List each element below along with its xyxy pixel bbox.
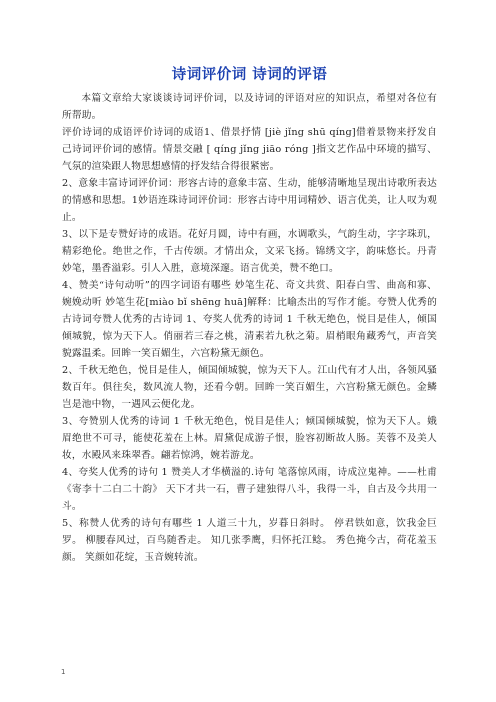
paragraph: 4、夸奖人优秀的诗句 1 赞美人才华横溢的.诗句 笔落惊风雨，诗成泣鬼神。——杜甫《寄李十二白二十韵》 天下才共一石，曹子建独得八斗，我得一斗，自古及今共用一斗。 [62, 467, 437, 512]
paragraph: 2、千秋无绝色，悦目是佳人，倾国倾城貌，惊为天下人。江山代有才人出，各领风骚数百年。俱往矣，数风流人物，还看今朝。回眸一笑百媚生，六宫粉黛无颜色。金鳞岂是池中物，一遇风云便化龙。 [62, 365, 437, 410]
paragraph-intro: 本篇文章给大家谈谈诗词评价词，以及诗词的评语对应的知识点，希望对各位有所帮助。 [62, 93, 437, 121]
paragraph: 4、赞美“诗句动听”的四字词语有哪些 妙笔生花、奇文共赏、阳春白雪、曲高和寡、婉娩动听 妙笔生花[miào bǐ shēng huā]解释：比喻杰出的写作才能。夸赞人优秀的古诗词夸赞人优秀的古诗词 1、夸奖人优秀的诗词 1 千秋无绝色，悦目是佳人，倾国倾城貌，惊为天下人。俏丽若三春之桃，清素若九秋之菊。眉梢眼角藏秀气，声音笑貌露温柔。回眸一笑百媚生，六宫粉黛无颜色。 [62, 280, 437, 359]
paragraph: 评价诗词的成语评价诗词的成语1、借景抒情 [jiè jǐng shū qíng]借着景物来抒发自己诗词评价词的感情。情景交融 [ qíng jǐng jiāo róng ]指文艺作品中环境的描写、气氛的渲染跟人物思想感情的抒发结合得很紧密。 [62, 127, 437, 172]
document-title: 诗词评价词 诗词的评语 [171, 67, 328, 83]
paragraph: 3、以下是专赞好诗的成语。花好月圆，诗中有画，水调歌头，气韵生动，字字珠玑，精彩绝伦。绝世之作，千古传颂。才情出众，文采飞扬。锦绣文字，韵味悠长。丹青妙笔，墨香溢彩。引人入胜，意境深邃。语言优美，赞不绝口。 [62, 229, 437, 274]
document-body [62, 90, 437, 566]
paragraph: 5、称赞人优秀的诗句有哪些 1 人道三十九，岁暮日斜时。 停君铁如意，饮我金巨罗。 柳腰春风过，百鸟随香走。 知几张季鹰，归怀托江鲶。 秀色掩今古，荷花羞玉颜。 笑颜如花绽，玉音婉转流。 [62, 518, 437, 563]
paragraph: 3、夸赞别人优秀的诗词 1 千秋无绝色，悦目是佳人；倾国倾城貌，惊为天下人。娥眉绝世不可寻，能使花羞在上林。眉黛促成游子恨，脸容初断故人肠。芙蓉不及美人妆，水殿风来珠翠香。翩若惊鸿，婉若游龙。 [62, 416, 437, 461]
page-number: 1 [61, 668, 66, 676]
paragraph: 2、意象丰富诗词评价词：形容古诗的意象丰富、生动，能够清晰地呈现出诗歌所表达的情感和思想。1妙语连珠诗词评价词：形容古诗中用词精妙、语言优美，让人叹为观止。 [62, 178, 437, 223]
